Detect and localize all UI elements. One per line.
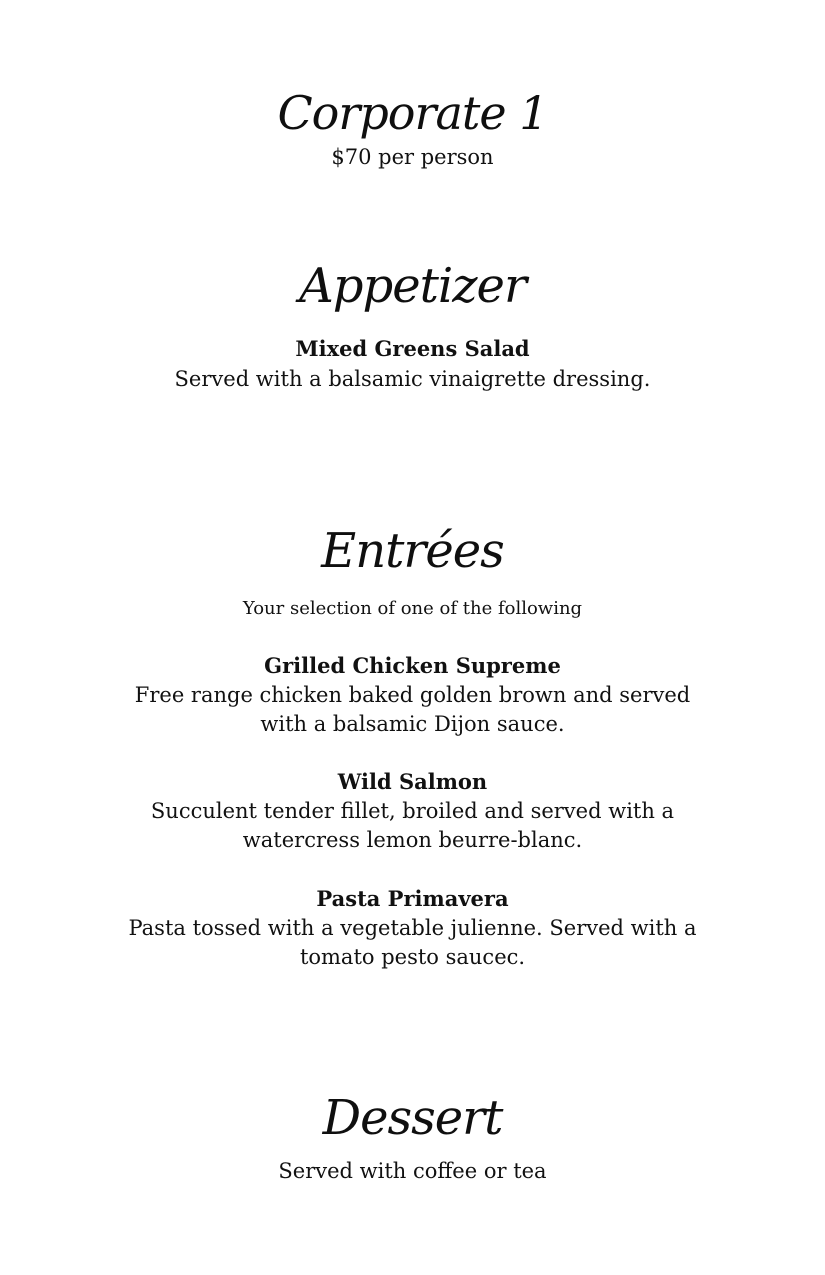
entree-item-name-wild-salmon: Wild Salmon bbox=[337, 769, 488, 794]
entree-description-line: with a balsamic Dijon sauce. bbox=[260, 712, 565, 736]
dessert-heading: Dessert bbox=[322, 1090, 503, 1146]
menu-price: $70 per person bbox=[331, 145, 494, 169]
entree-item-name-grilled-chicken-supreme: Grilled Chicken Supreme bbox=[264, 653, 561, 678]
menu-title: Corporate 1 bbox=[277, 86, 548, 140]
entree-description-line: Succulent tender fillet, broiled and served with a bbox=[150, 799, 675, 823]
entree-description-line: Pasta tossed with a vegetable julienne. Served with a bbox=[128, 916, 697, 940]
entree-item-description-grilled-chicken-supreme bbox=[0, 681, 825, 739]
entree-description-line: watercress lemon beurre-blanc. bbox=[242, 828, 583, 852]
dessert-description: Served with coffee or tea bbox=[278, 1159, 547, 1183]
appetizer-item-name: Mixed Greens Salad bbox=[295, 336, 530, 361]
entrees-heading: Entrées bbox=[321, 523, 504, 579]
appetizer-heading: Appetizer bbox=[299, 258, 526, 314]
entree-item-description-wild-salmon bbox=[0, 797, 825, 855]
appetizer-item-description: Served with a balsamic vinaigrette dressing. bbox=[174, 367, 651, 391]
entrees-selection-note: Your selection of one of the following bbox=[242, 598, 583, 619]
entree-item-name-pasta-primavera: Pasta Primavera bbox=[316, 886, 509, 911]
entree-description-line: tomato pesto saucec. bbox=[299, 945, 526, 969]
entree-description-line: Free range chicken baked golden brown and served bbox=[134, 683, 691, 707]
entree-item-description-pasta-primavera bbox=[0, 914, 825, 972]
